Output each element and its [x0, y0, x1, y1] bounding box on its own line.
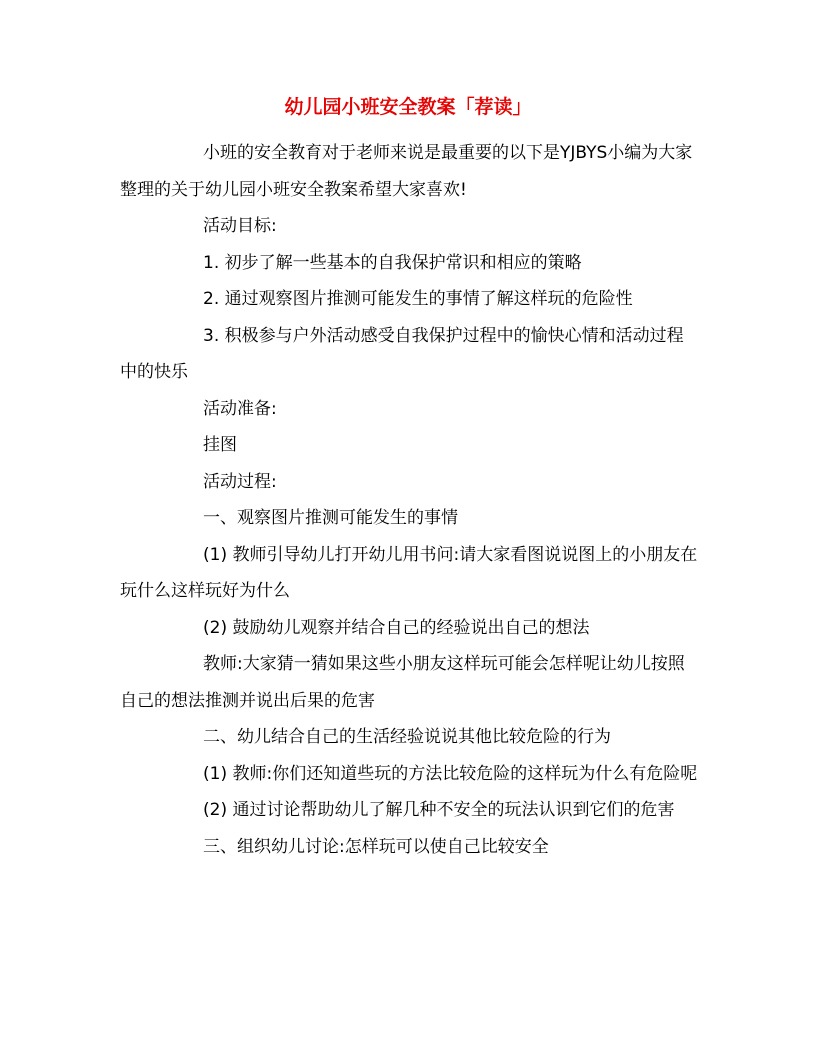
document-body: [120, 135, 700, 865]
heading-activity-process: 活动过程:: [203, 471, 277, 492]
process-step-2-item-2: (2) 通过讨论帮助幼儿了解几种不安全的玩法认识到它们的危害: [203, 800, 675, 820]
process-step-3: 三、组织幼儿讨论:怎样玩可以使自己比较安全: [203, 836, 549, 857]
process-step-2-item-1: (1) 教师:你们还知道些玩的方法比较危险的这样玩为什么有危险呢: [203, 763, 698, 784]
process-step-2: 二、幼儿结合自己的生活经验说说其他比较危险的行为: [203, 727, 611, 747]
process-step-1-item-1: (1) 教师引导幼儿打开幼儿用书问:请大家看图说说图上的小朋友在玩什么这样玩好为什么: [120, 544, 698, 601]
process-step-1: 一、观察图片推测可能发生的事情: [203, 508, 458, 528]
goal-item-3: 3. 积极参与户外活动感受自我保护过程中的愉快心情和活动过程中的快乐: [120, 325, 684, 382]
goal-item-2: 2. 通过观察图片推测可能发生的事情了解这样玩的危险性: [203, 289, 633, 309]
heading-activity-preparation: 活动准备:: [203, 398, 277, 419]
preparation-item: 挂图: [203, 435, 237, 455]
heading-activity-goals: 活动目标:: [203, 216, 277, 236]
process-step-1-item-2: (2) 鼓励幼儿观察并结合自己的经验说出自己的想法: [203, 617, 590, 638]
paragraph-intro: 小班的安全教育对于老师来说是最重要的以下是YJBYS小编为大家整理的关于幼儿园小班安全教案希望大家喜欢!: [120, 143, 693, 200]
teacher-prompt: 教师:大家猜一猜如果这些小朋友这样玩可能会怎样呢让幼儿按照自己的想法推测并说出后果的危害: [120, 654, 685, 711]
goal-item-1: 1. 初步了解一些基本的自我保护常识和相应的策略: [203, 252, 582, 273]
document-title: 幼儿园小班安全教案「荐读」: [284, 96, 532, 118]
